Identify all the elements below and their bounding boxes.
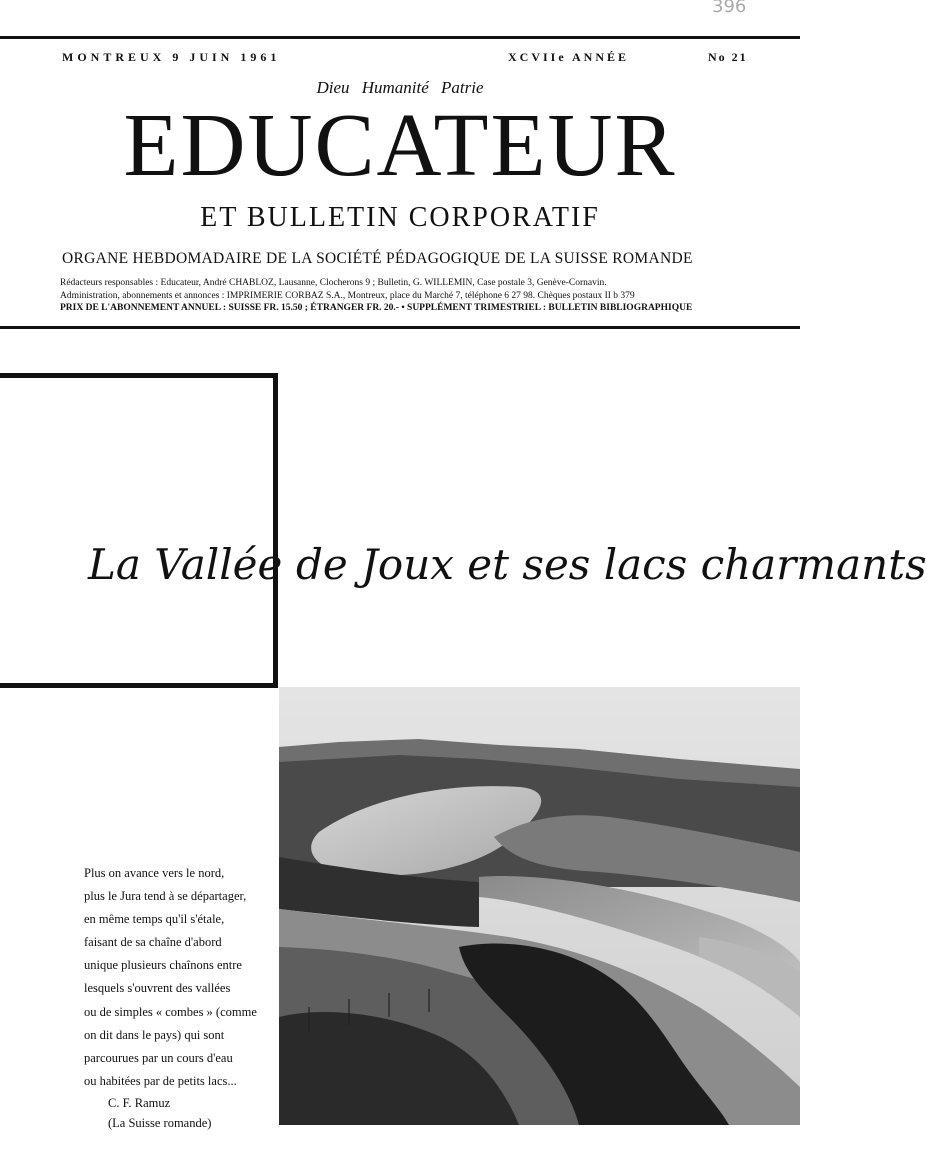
motto: Dieu Humanité Patrie [316,78,484,97]
place-date: MONTREUX 9 JUIN 1961 [62,50,281,64]
quote-line: on dit dans le pays) qui sont [84,1027,225,1042]
editors-line: Rédacteurs responsables : Educateur, André CHABLOZ, Lausanne, Clocherons 9 ; Bulletin, G. WILLEMIN, Case postale 3, Genève-Cornavin. [60,278,607,288]
quote-source: (La Suisse romande) [108,1116,212,1130]
top-rule [0,36,800,39]
quote-line: Plus on avance vers le nord, [84,866,225,880]
quote-line: unique plusieurs chaînons entre [84,958,242,973]
quote-line: ou de simples « combes » (comme [84,1004,257,1019]
feature-title-part1: La Vallée [88,540,283,589]
quote-line: parcourues par un cours d'eau [84,1050,233,1065]
frame-right [273,373,278,688]
administration-line: Administration, abonnements et annonces : IMPRIMERIE CORBAZ S.A., Montreux, place du Marché 7, téléphone 6 27 98. Chèques postaux II b 379 [60,291,635,301]
quote-line: en même temps qu'il s'étale, [84,912,225,927]
year-label: XCVIIe ANNÉE [508,50,630,64]
quote-line: plus le Jura tend à se départager, [84,889,247,904]
quote-line: faisant de sa chaîne d'abord [84,935,222,950]
header-bottom-rule [0,326,800,329]
organ-line: ORGANE HEBDOMADAIRE DE LA SOCIÉTÉ PÉDAGOGIQUE DE LA SUISSE ROMANDE [62,250,693,267]
quote-line: ou habitées par de petits lacs... [84,1073,237,1088]
frame-bottom [0,683,278,688]
subscription-line: PRIX DE L'ABONNEMENT ANNUEL : SUISSE FR. 15.50 ; ÉTRANGER FR. 20.- • SUPPLÉMENT TRIMESTRIEL : BULLETIN BIBLIOGRAPHIQUE [60,303,693,313]
issue-number: No 21 [708,50,748,64]
ramuz-quote [84,862,280,1093]
quote-line: lesquels s'ouvrent des vallées [84,981,231,996]
subtitle: ET BULLETIN CORPORATIF [200,202,600,233]
handwritten-mark: 396 [712,0,747,17]
lake-landscape-image [279,687,800,1125]
feature-title-part2: de Joux et ses lacs charmants [296,540,927,589]
page-title: EDUCATEUR [123,96,677,195]
quote-author: C. F. Ramuz [108,1096,171,1110]
frame-top [0,373,278,378]
lake-photo [279,687,800,1125]
